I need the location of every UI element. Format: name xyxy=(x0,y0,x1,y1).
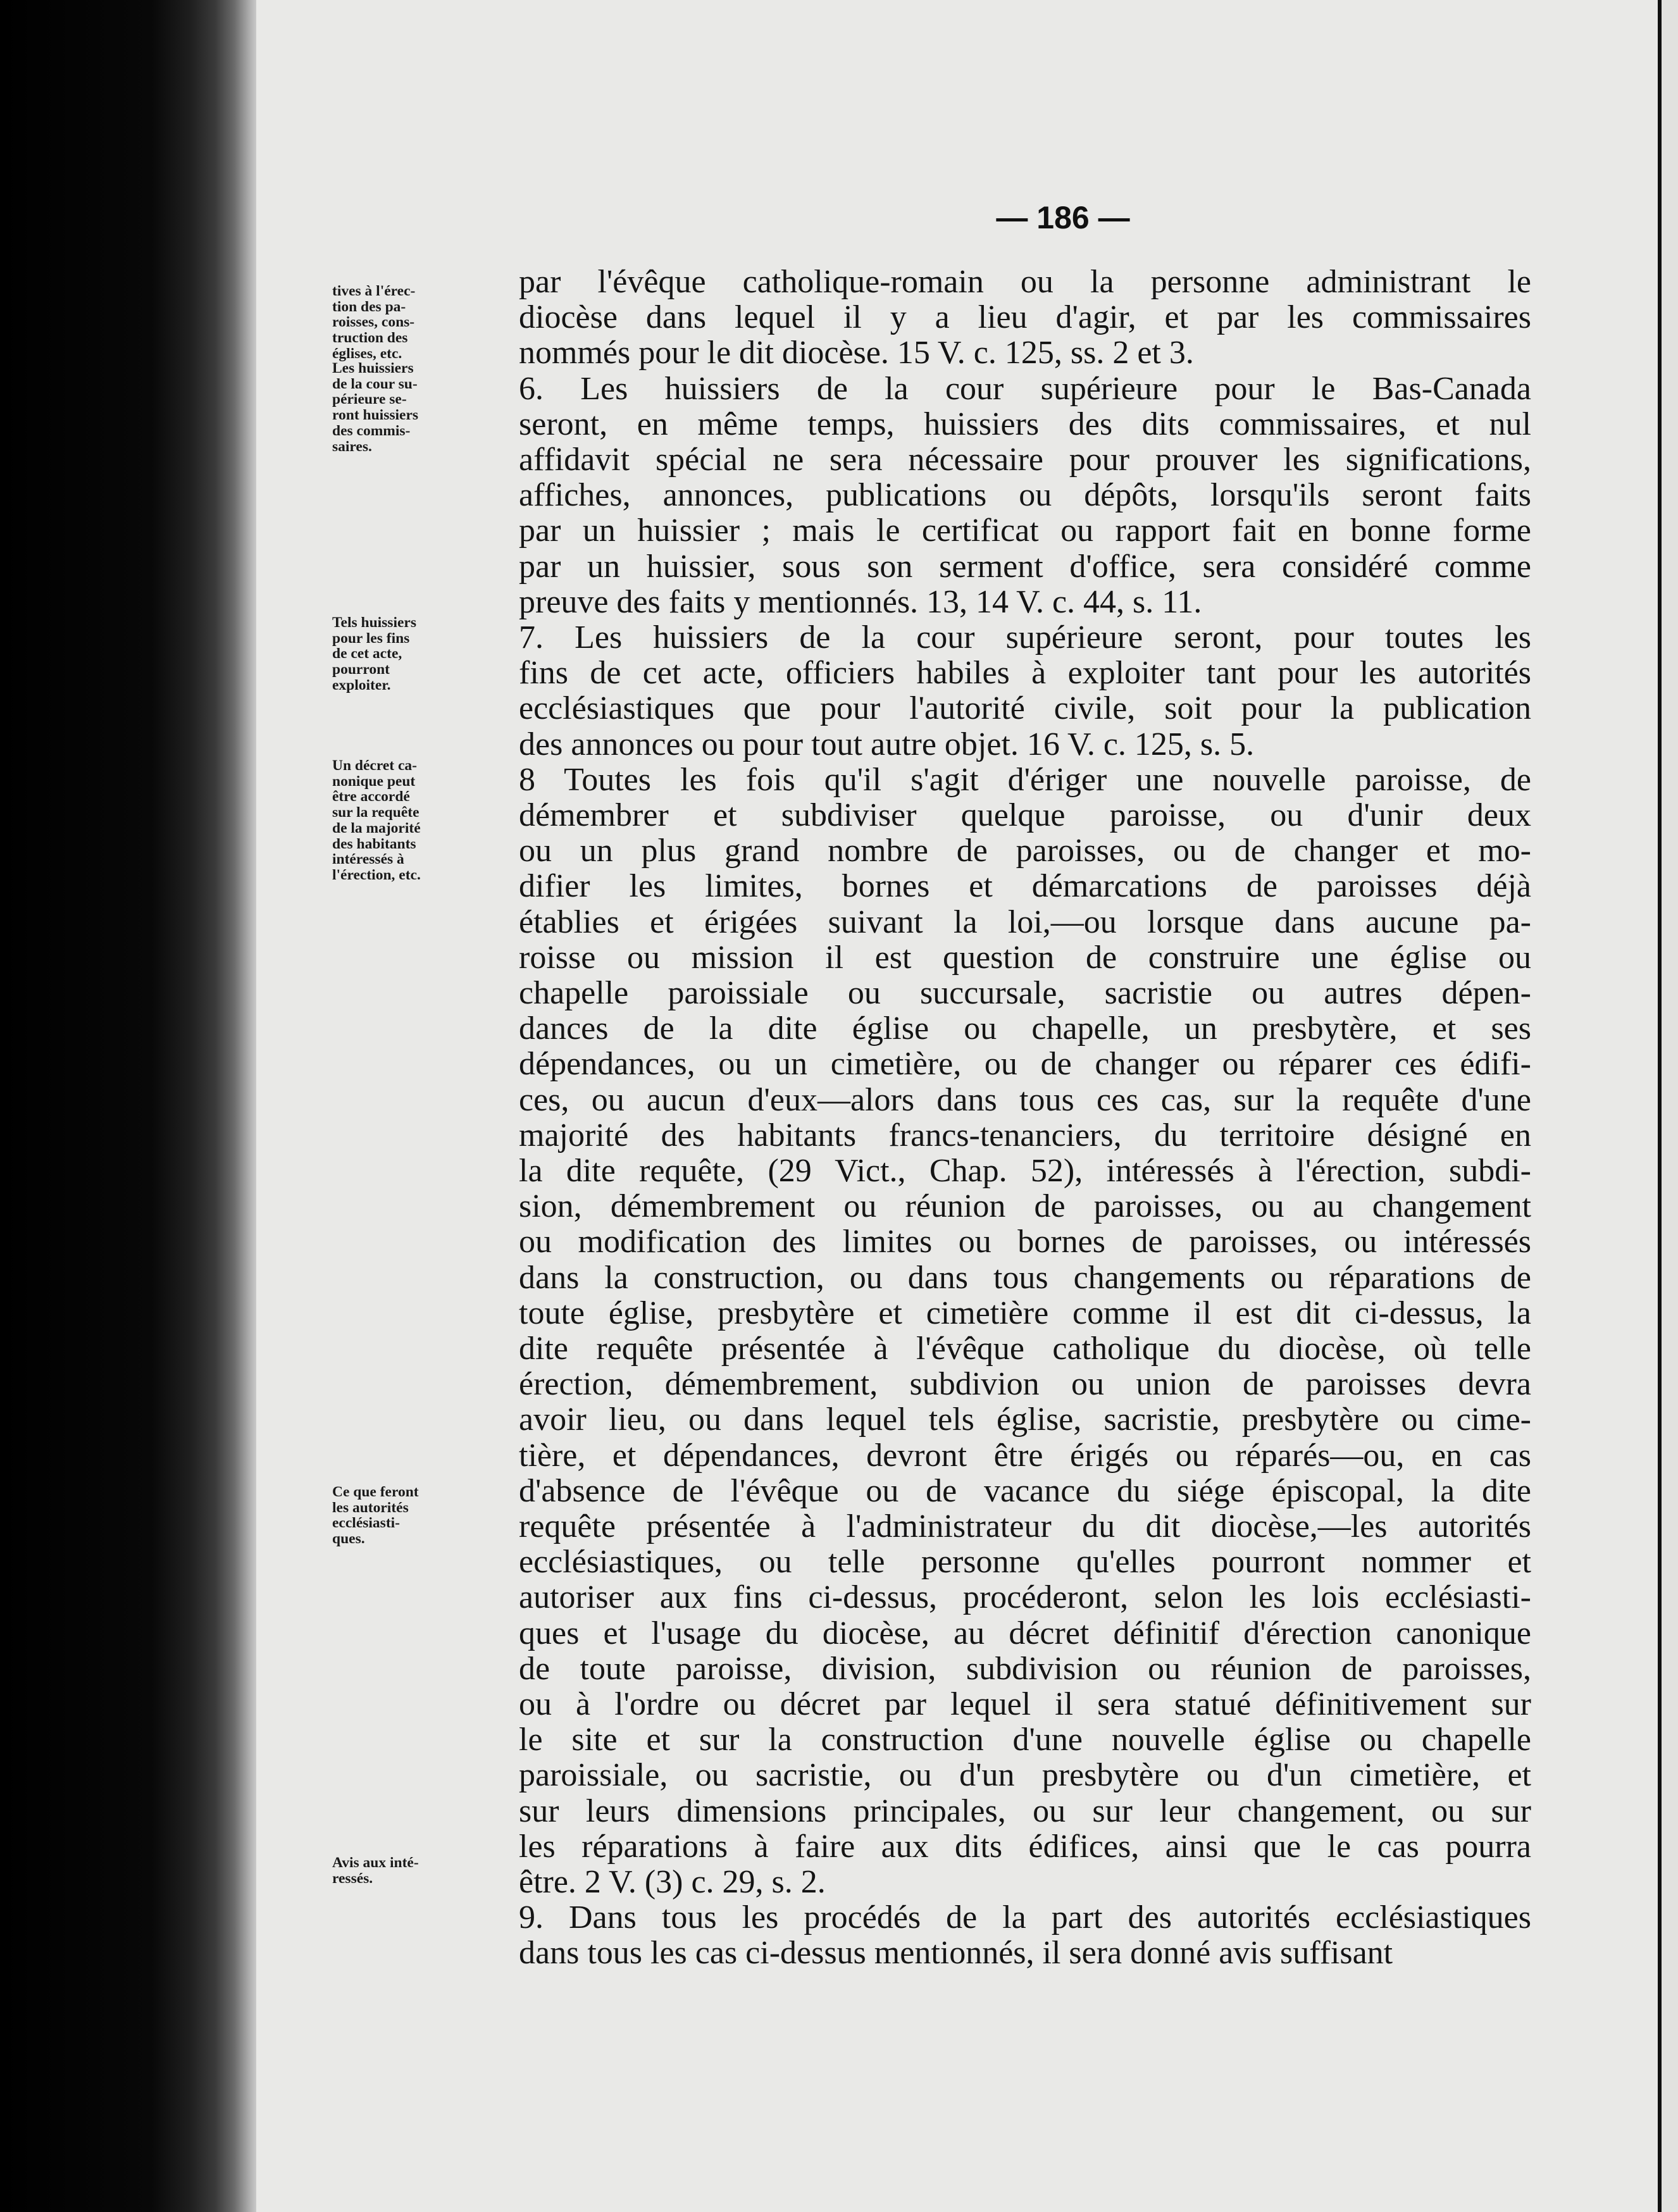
body-line: toute église, presbytère et cimetière comme il est dit ci-dessus, la xyxy=(519,1295,1531,1331)
margin-note-line: périeure se- xyxy=(332,391,407,408)
body-line: affiches, annonces, publications ou dépôts, lorsqu'ils seront faits xyxy=(519,477,1531,514)
body-line: par un huissier, sous son serment d'office, sera considéré comme xyxy=(519,548,1531,585)
body-line: de toute paroisse, division, subdivision ou réunion de paroisses, xyxy=(519,1650,1531,1687)
body-line: dances de la dite église ou chapelle, un presbytère, et ses xyxy=(519,1010,1531,1047)
body-line: des annonces ou pour tout autre objet. 16 V. c. 125, s. 5. xyxy=(519,726,1255,762)
margin-note-line: roisses, cons- xyxy=(332,314,415,331)
body-line: être. 2 V. (3) c. 29, s. 2. xyxy=(519,1864,826,1900)
margin-note-line: être accordé xyxy=(332,788,410,805)
body-line: roisse ou mission il est question de construire une église ou xyxy=(519,939,1531,976)
margin-note-line: ressés. xyxy=(332,1870,373,1887)
body-line: 6. Les huissiers de la cour supérieure pour le Bas-Canada xyxy=(519,370,1531,407)
body-line: d'absence de l'évêque ou de vacance du siége épiscopal, la dite xyxy=(519,1472,1531,1509)
body-line: dite requête présentée à l'évêque catholique du diocèse, où telle xyxy=(519,1331,1531,1367)
margin-note-huissiers-commissaires xyxy=(332,361,443,454)
body-line: par l'évêque catholique-romain ou la personne administrant le xyxy=(519,264,1531,300)
margin-note-avis-interesses xyxy=(332,1855,443,1886)
body-line: ces, ou aucun d'eux—alors dans tous ces cas, sur la requête d'une xyxy=(519,1081,1531,1118)
body-line: paroissiale, ou sacristie, ou d'un presbytère ou d'un cimetière, et xyxy=(519,1757,1531,1794)
body-line: le site et sur la construction d'une nouvelle église ou chapelle xyxy=(519,1722,1531,1758)
margin-note-line: Un décret ca- xyxy=(332,757,417,774)
margin-note-line: pourront xyxy=(332,661,390,678)
body-line: ques et l'usage du diocèse, au décret définitif d'érection canonique xyxy=(519,1615,1531,1651)
body-line: fins de cet acte, officiers habiles à exploiter tant pour les autorités xyxy=(519,655,1531,692)
body-line: ou à l'ordre ou décret par lequel il sera statué définitivement sur xyxy=(519,1686,1531,1722)
margin-note-line: églises, etc. xyxy=(332,345,402,362)
body-line: requête présentée à l'administrateur du dit diocèse,—les autorités xyxy=(519,1508,1531,1544)
margin-note-line: sur la requête xyxy=(332,804,420,821)
margin-note-line: exploiter. xyxy=(332,676,391,693)
body-line: ou modification des limites ou bornes de paroisses, ou intéressés xyxy=(519,1224,1531,1260)
body-line: difier les limites, bornes et démarcations de paroisses déjà xyxy=(519,868,1531,905)
next-page-edge xyxy=(1658,0,1678,2212)
body-line: établies et érigées suivant la loi,—ou lorsque dans aucune pa- xyxy=(519,904,1531,940)
margin-note-line: de cet acte, xyxy=(332,645,402,662)
body-line: chapelle paroissiale ou succursale, sacristie ou autres dépen- xyxy=(519,975,1531,1011)
body-line: nommés pour le dit diocèse. 15 V. c. 125, ss. 2 et 3. xyxy=(519,335,1194,371)
margin-note-line: des commis- xyxy=(332,422,411,439)
margin-note-line: ques. xyxy=(332,1531,365,1548)
margin-note-line: l'érection, etc. xyxy=(332,866,421,883)
body-line: dans tous les cas ci-dessus mentionnés, il sera donné avis suffisant xyxy=(519,1935,1393,1972)
body-line: 9. Dans tous les procédés de la part des autorités ecclésiastiques xyxy=(519,1899,1531,1936)
margin-note-line: nonique peut xyxy=(332,773,416,790)
body-line: affidavit spécial ne sera nécessaire pour prouver les significations, xyxy=(519,442,1531,478)
margin-note-line: saires. xyxy=(332,438,372,455)
margin-note-line: Avis aux inté- xyxy=(332,1855,419,1871)
body-line: dans la construction, ou dans tous changements ou réparations de xyxy=(519,1259,1531,1296)
body-line: la dite requête, (29 Vict., Chap. 52), intéressés à l'érection, subdi- xyxy=(519,1153,1531,1189)
margin-note-line: tives à l'érec- xyxy=(332,283,416,299)
margin-note-line: intéressés à xyxy=(332,851,404,868)
body-line: les réparations à faire aux dits édifices, ainsi que le cas pourra xyxy=(519,1828,1531,1865)
body-line: 8 Toutes les fois qu'il s'agit d'ériger une nouvelle paroisse, de xyxy=(519,761,1531,798)
margin-note-erection-paroisses xyxy=(332,283,443,362)
margin-note-line: des habitants xyxy=(332,835,416,852)
margin-note-line: ecclésiasti- xyxy=(332,1515,401,1532)
body-line: sion, démembrement ou réunion de paroisses, ou au changement xyxy=(519,1188,1531,1225)
body-line: majorité des habitants francs-tenanciers, du territoire désigné en xyxy=(519,1117,1531,1153)
margin-note-line: Les huissiers xyxy=(332,360,414,376)
margin-note-decret-canonique xyxy=(332,758,443,883)
body-line: seront, en même temps, huissiers des dits commissaires, et nul xyxy=(519,406,1531,442)
body-line: érection, démembrement, subdivion ou union de paroisses devra xyxy=(519,1366,1531,1403)
body-line: diocèse dans lequel il y a lieu d'agir, et par les commissaires xyxy=(519,299,1531,336)
margin-note-line: truction des xyxy=(332,330,408,347)
body-line: par un huissier ; mais le certificat ou rapport fait en bonne forme xyxy=(519,513,1531,549)
margin-note-line: de la cour su- xyxy=(332,375,418,392)
body-line: démembrer et subdiviser quelque paroisse, ou d'unir deux xyxy=(519,797,1531,833)
body-line: dépendances, ou un cimetière, ou de changer ou réparer ces édifi- xyxy=(519,1046,1531,1083)
margin-note-line: de la majorité xyxy=(332,819,421,836)
page-number: — 186 — xyxy=(996,200,1130,235)
margin-note-huissiers-exploiter xyxy=(332,615,443,693)
margin-note-line: les autorités xyxy=(332,1499,409,1516)
margin-note-line: Ce que feront xyxy=(332,1484,419,1500)
body-line: ou un plus grand nombre de paroisses, ou de changer et mo- xyxy=(519,833,1531,869)
margin-note-line: tion des pa- xyxy=(332,298,406,315)
body-line: ecclésiastiques que pour l'autorité civile, soit pour la publication xyxy=(519,690,1531,727)
document-page xyxy=(256,0,1658,2212)
body-line: autoriser aux fins ci-dessus, procéderont, selon les lois ecclésiasti- xyxy=(519,1579,1531,1616)
body-line: sur leurs dimensions principales, ou sur leur changement, ou sur xyxy=(519,1793,1531,1829)
body-line: tière, et dépendances, devront être érigés ou réparés—ou, en cas xyxy=(519,1437,1531,1474)
body-line: ecclésiastiques, ou telle personne qu'elles pourront nommer et xyxy=(519,1544,1531,1581)
body-line: 7. Les huissiers de la cour supérieure seront, pour toutes les xyxy=(519,619,1531,656)
body-line: avoir lieu, ou dans lequel tels église, sacristie, presbytère ou cime- xyxy=(519,1401,1531,1438)
margin-note-line: Tels huissiers xyxy=(332,614,416,631)
margin-note-line: ront huissiers xyxy=(332,407,419,424)
binding-gutter xyxy=(0,0,259,2212)
margin-note-line: pour les fins xyxy=(332,630,410,647)
body-line: preuve des faits y mentionnés. 13, 14 V. c. 44, s. 11. xyxy=(519,583,1202,620)
margin-note-autorites-ecclesiastiques xyxy=(332,1484,443,1547)
